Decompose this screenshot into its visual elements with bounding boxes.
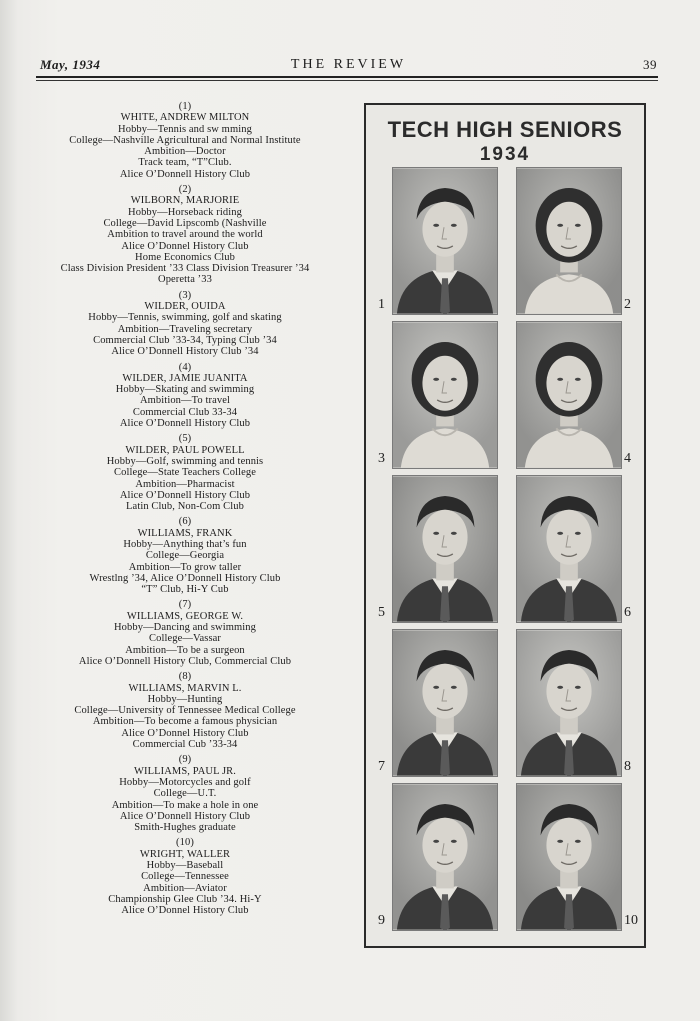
senior-entries (30, 101, 340, 920)
entry-detail: Alice O’Donnel History Club (121, 240, 249, 252)
photo-number: 5 (378, 605, 385, 620)
senior-portrait-photo (392, 783, 498, 931)
entry-number: (1) (178, 101, 192, 112)
entry-detail: Hobby—Dancing and swimming (113, 622, 256, 634)
entry-detail: College—Georgia (145, 550, 225, 562)
photo-number: 1 (378, 297, 385, 312)
entry-number: (5) (178, 433, 192, 445)
entry-name: WRIGHT, WALLER (139, 848, 231, 860)
entry-number: (10) (176, 837, 194, 849)
entry-detail: Wrestlng ’34, Alice O’Donnell History Club (89, 572, 281, 584)
entry-detail: Ambition—Traveling secretary (117, 323, 253, 335)
entry-detail: Hobby—Hunting (147, 693, 223, 705)
entry-detail: College—University of Tennessee Medical College (74, 705, 296, 717)
entry-detail: Alice O’Donnel History Club (121, 905, 249, 917)
entry-detail: Championship Glee Club ’34. Hi-Y (108, 893, 262, 905)
senior-portrait-photo (516, 783, 622, 931)
entry-name: WILDER, OUIDA (144, 301, 226, 313)
entry-detail: Alice O’Donnel History Club (121, 727, 249, 739)
header-rule (36, 76, 658, 78)
entry-detail: Ambition—To grow taller (128, 561, 242, 573)
senior-entry (30, 671, 340, 750)
photo-number: 9 (378, 913, 385, 928)
photo-number: 8 (624, 759, 631, 774)
entry-detail: Ambition—Aviator (143, 882, 227, 894)
entry-detail: Alice O’Donnell History Club (119, 810, 251, 822)
senior-portrait-photo (516, 629, 622, 777)
senior-entry (30, 362, 340, 430)
entry-detail: Operetta ’33 (158, 274, 212, 286)
entry-detail: Ambition—To travel (139, 395, 230, 407)
photo-number: 6 (624, 605, 631, 620)
entry-detail: Hobby—Anything that’s fun (123, 538, 247, 550)
entry-detail: Commercial Cub ’33-34 (132, 739, 238, 751)
photo-number: 2 (624, 297, 631, 312)
senior-entry (30, 184, 340, 286)
entry-detail: College—Vassar (149, 633, 221, 645)
senior-portrait-photo (392, 475, 498, 623)
entry-number: (8) (178, 671, 192, 683)
entry-detail: Alice O’Donnell History Club (119, 418, 251, 430)
senior-entry (30, 433, 340, 512)
entry-name: WILLIAMS, FRANK (137, 527, 233, 539)
entry-detail: Hobby—Baseball (146, 860, 224, 871)
entry-name: WILDER, JAMIE JUANITA (122, 372, 248, 384)
senior-entry (30, 754, 340, 833)
entry-detail: Smith-Hughes graduate (134, 822, 236, 834)
entry-detail: Ambition—To become a famous physician (92, 716, 278, 728)
entry-detail: Class Division President ’33 Class Division Treasurer ’34 (60, 263, 310, 275)
entry-number: (7) (178, 599, 192, 611)
page-header (40, 57, 657, 77)
senior-portrait-photo (392, 321, 498, 469)
senior-portrait-photo (516, 321, 622, 469)
entry-number: (6) (178, 516, 192, 528)
entry-name: WILLIAMS, PAUL JR. (134, 765, 236, 777)
entry-number: (2) (178, 184, 192, 196)
panel-title: TECH HIGH SENIORS (387, 117, 623, 142)
entry-detail: Ambition to travel around the world (107, 229, 263, 241)
senior-portrait-photo (392, 629, 498, 777)
senior-entry (30, 599, 340, 667)
header-date: May, 1934 (40, 57, 101, 72)
senior-entry (30, 101, 340, 180)
photo-number: 4 (624, 451, 631, 466)
senior-portrait-photo (392, 167, 498, 315)
entry-name: WILLIAMS, MARVIN L. (128, 682, 242, 694)
entry-detail: Commercial Club 33-34 (132, 406, 238, 418)
entry-detail: Hobby—Motorcycles and golf (119, 776, 251, 788)
senior-entry (30, 516, 340, 595)
entry-detail: College—U.T. (153, 788, 217, 800)
entry-detail: Alice O’Donnell History Club (119, 489, 251, 501)
entry-detail: Home Economics Club (135, 251, 235, 263)
entry-detail: Latin Club, Non-Com Club (126, 501, 244, 513)
entry-name: WILDER, PAUL POWELL (125, 444, 245, 456)
entry-detail: Alice O’Donnell History Club ’34 (111, 346, 259, 358)
header-rule-thin (36, 80, 658, 81)
entry-detail: Ambition—Pharmacist (135, 478, 235, 490)
photo-number: 7 (378, 759, 385, 774)
entry-number: (4) (178, 361, 192, 373)
senior-entry (30, 290, 340, 358)
entry-detail: Ambition—Doctor (144, 146, 226, 158)
entry-detail: College—David Lipscomb (Nashville (103, 217, 267, 229)
entry-detail: Commercial Club ’33-34, Typing Club ’34 (93, 334, 277, 346)
entry-number: (3) (178, 289, 192, 301)
photo-number: 3 (378, 451, 385, 466)
senior-portrait-photo (516, 475, 622, 623)
entry-detail: Ambition—To be a surgeon (125, 644, 245, 656)
photo-panel (364, 103, 646, 948)
panel-year: 1934 (479, 144, 531, 165)
senior-entry (30, 837, 340, 916)
entry-name: WILLIAMS, GEORGE W. (126, 610, 244, 622)
entry-number: (9) (178, 754, 192, 766)
entry-detail: College—Nashville Agricultural and Normal Institute (69, 134, 301, 146)
entry-detail: Alice O’Donnell History Club, Commercial Club (78, 655, 292, 667)
entry-name: WILBORN, MARJORIE (130, 195, 240, 207)
entry-name: WHITE, ANDREW MILTON (120, 112, 250, 124)
entry-detail: Ambition—To make a hole in one (111, 799, 259, 811)
page-number: 39 (643, 57, 657, 72)
senior-portrait-photo (516, 167, 622, 315)
entry-detail: Track team, “T”Club. (138, 157, 232, 169)
entry-detail: Hobby—Tennis, swimming, golf and skating (88, 312, 282, 324)
photo-number: 10 (624, 913, 638, 928)
entry-detail: College—Tennessee (141, 871, 229, 883)
entry-detail: Alice O’Donnell History Club (119, 168, 251, 180)
entry-detail: College—State Teachers College (113, 467, 257, 479)
entry-detail: Hobby—Horseback riding (128, 206, 242, 218)
entry-detail: Hobby—Tennis and sw mming (118, 123, 252, 135)
entry-detail: Hobby—Skating and swimming (115, 384, 255, 396)
header-title: THE REVIEW (290, 57, 407, 72)
entry-detail: Hobby—Golf, swimming and tennis (106, 455, 264, 467)
entry-detail: “T” Club, Hi-Y Cub (141, 584, 229, 596)
